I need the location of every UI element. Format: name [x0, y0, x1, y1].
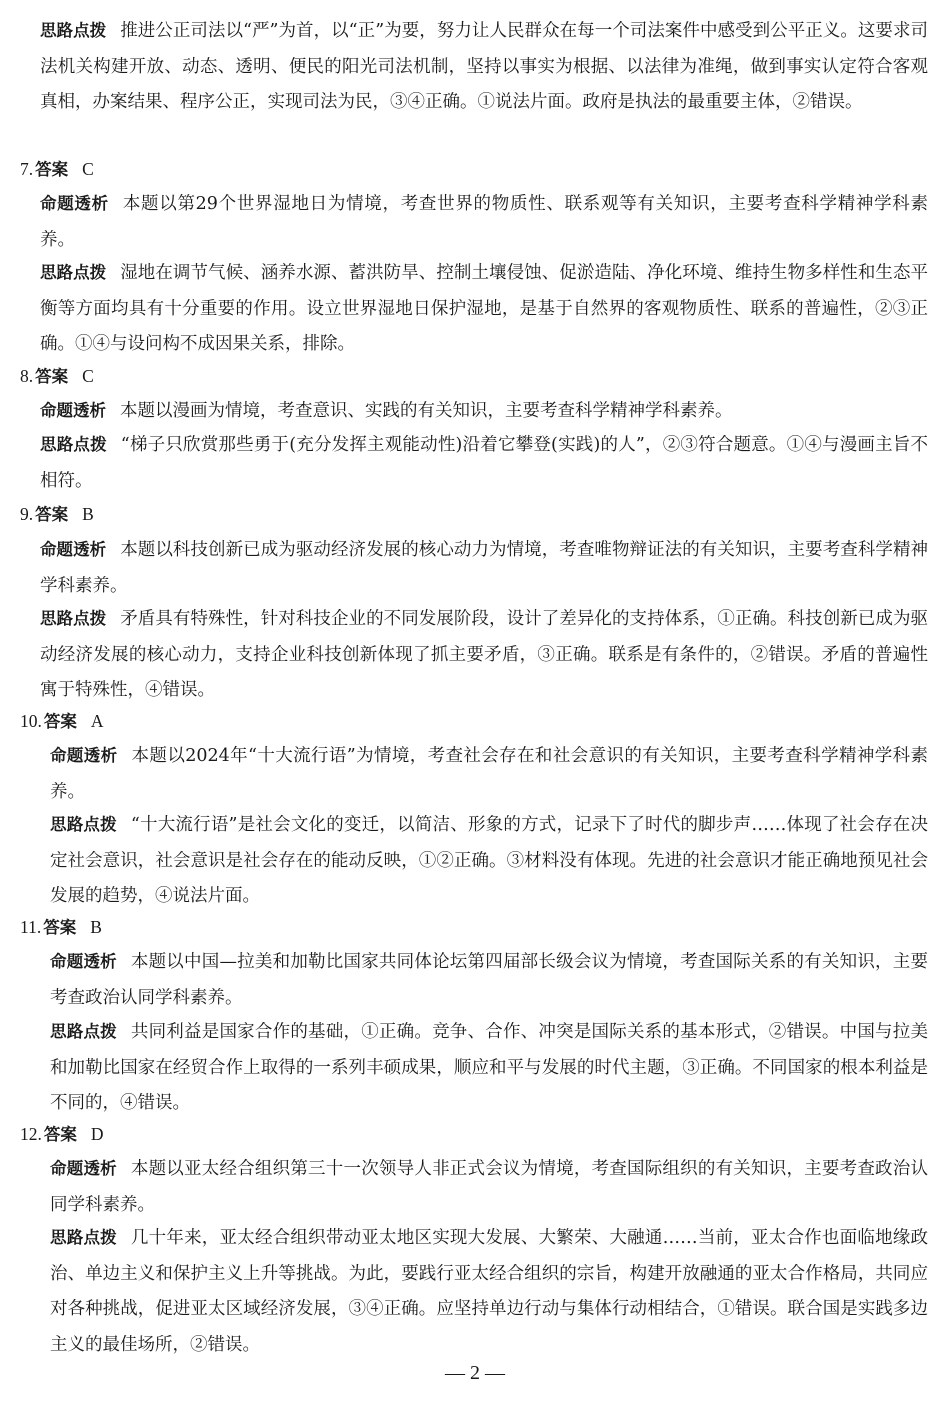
- q10-number: 10.: [20, 711, 42, 731]
- q7-analysis-text: 湿地在调节气候、涵养水源、蓄洪防旱、控制土壤侵蚀、促淤造陆、净化环境、维持生物多样性和生态平衡等方面均具有十分重要的作用。设立世界湿地日保护湿地，是基于自然界的客观物质性、联系的普遍性，②③正确。①④与设问构不成因果关系，排除。: [40, 263, 929, 354]
- q7-intro-paragraph: [40, 186, 928, 258]
- intro-label: 命题透析: [40, 540, 107, 559]
- answer-label: 答案: [43, 1125, 77, 1144]
- intro-label: 命题透析: [40, 401, 106, 420]
- q11-intro-paragraph: [50, 944, 928, 1016]
- q12-analysis-text: 几十年来，亚太经合组织带动亚太地区实现大发展、大繁荣、大融通……当前，亚太合作也面临地缘政治、单边主义和保护主义上升等挑战。为此，要践行亚太经合组织的宗旨，构建开放融通的亚太合作格局，共同应对各种挑战，促进亚太区域经济发展，③④正确。应坚持单边行动与集体行动相结合，①错误。联合国是实践多边主义的最佳场所，②错误。: [50, 1228, 929, 1355]
- analysis-label: 思路点拨: [50, 1022, 117, 1041]
- q9-analysis-paragraph: [40, 601, 928, 709]
- q9-analysis-text: 矛盾具有特殊性，针对科技企业的不同发展阶段，设计了差异化的支持体系，①正确。科技创新已成为驱动经济发展的核心动力，支持企业科技创新体现了抓主要矛盾，③正确。联系是有条件的，②错误。矛盾的普遍性寓于特殊性，④错误。: [40, 609, 929, 700]
- q9-answer-value: B: [82, 504, 94, 524]
- q10-intro-text: 本题以2024年“十大流行语”为情境，考查社会存在和社会意识的有关知识，主要考查科学精神学科素养。: [50, 746, 928, 802]
- q9-answer-line: [20, 499, 94, 530]
- q12-intro-text: 本题以亚太经合组织第三十一次领导人非正式会议为情境，考查国际组织的有关知识，主要考查政治认同学科素养。: [50, 1159, 928, 1215]
- q8-intro-text: 本题以漫画为情境，考查意识、实践的有关知识，主要考查科学精神学科素养。: [120, 401, 733, 421]
- q12-number: 12.: [20, 1124, 42, 1144]
- answer-label: 答案: [35, 505, 69, 524]
- q12-answer-value: D: [90, 1124, 104, 1144]
- q8-intro-paragraph: [40, 393, 928, 430]
- q7-number: 7.: [20, 159, 34, 179]
- q12-answer-line: [20, 1119, 104, 1150]
- q11-intro-text: 本题以中国—拉美和加勒比国家共同体论坛第四届部长级会议为情境，考查国际关系的有关知识，主要考查政治认同学科素养。: [50, 952, 928, 1008]
- q6-analysis-text: 推进公正司法以“严”为首，以“正”为要，努力让人民群众在每一个司法案件中感受到公平正义。这要求司法机关构建开放、动态、透明、便民的阳光司法机制，坚持以事实为根据、以法律为准绳，做到事实认定符合客观真相，办案结果、程序公正，实现司法为民，③④正确。①说法片面。政府是执法的最重要主体，②错误。: [40, 21, 929, 112]
- analysis-label: 思路点拨: [40, 435, 107, 454]
- q8-analysis-text: “梯子只欣赏那些勇于(充分发挥主观能动性)沿着它攀登(实践)的人”，②③符合题意。①④与漫画主旨不相符。: [40, 435, 929, 491]
- q9-intro-text: 本题以科技创新已成为驱动经济发展的核心动力为情境，考查唯物辩证法的有关知识，主要考查科学精神学科素养。: [40, 540, 929, 596]
- intro-label: 命题透析: [50, 746, 118, 765]
- answer-label: 答案: [43, 918, 77, 937]
- q11-number: 11.: [20, 917, 42, 937]
- q7-answer-line: [20, 154, 94, 185]
- q6-analysis-paragraph: [40, 13, 928, 121]
- q10-answer-line: [20, 706, 104, 737]
- analysis-label: 思路点拨: [40, 609, 107, 628]
- q12-intro-paragraph: [50, 1151, 928, 1223]
- q7-answer-value: C: [82, 159, 94, 179]
- answer-label: 答案: [43, 712, 77, 731]
- intro-label: 命题透析: [50, 952, 117, 971]
- q10-answer-value: A: [90, 711, 104, 731]
- q8-answer-line: [20, 361, 94, 392]
- page-number: — 2 —: [445, 1362, 505, 1384]
- analysis-label: 思路点拨: [50, 1228, 117, 1247]
- q11-answer-value: B: [90, 917, 102, 937]
- answer-label: 答案: [35, 367, 69, 386]
- analysis-label: 思路点拨: [40, 21, 107, 40]
- q10-analysis-text: “十大流行语”是社会文化的变迁，以简洁、形象的方式，记录下了时代的脚步声……体现了社会存在决定社会意识，社会意识是社会存在的能动反映，①②正确。③材料没有体现。先进的社会意识才能正确地预见社会发展的趋势，④说法片面。: [50, 815, 929, 906]
- intro-label: 命题透析: [40, 194, 109, 213]
- q9-intro-paragraph: [40, 532, 928, 604]
- q12-analysis-paragraph: [50, 1220, 928, 1363]
- answer-label: 答案: [35, 160, 69, 179]
- q10-analysis-paragraph: [50, 807, 928, 915]
- q8-number: 8.: [20, 366, 34, 386]
- analysis-label: 思路点拨: [50, 815, 117, 834]
- q7-analysis-paragraph: [40, 255, 928, 363]
- q10-intro-paragraph: [50, 738, 928, 810]
- q8-answer-value: C: [82, 366, 94, 386]
- q7-intro-text: 本题以第29个世界湿地日为情境，考查世界的物质性、联系观等有关知识，主要考查科学精神学科素养。: [40, 194, 929, 250]
- q11-answer-line: [20, 912, 102, 943]
- q11-analysis-text: 共同利益是国家合作的基础，①正确。竞争、合作、冲突是国际关系的基本形式，②错误。中国与拉美和加勒比国家在经贸合作上取得的一系列丰硕成果，顺应和平与发展的时代主题，③正确。不同国家的根本利益是不同的，④错误。: [50, 1022, 928, 1113]
- q8-analysis-paragraph: [40, 427, 928, 499]
- q11-analysis-paragraph: [50, 1014, 928, 1122]
- analysis-label: 思路点拨: [40, 263, 107, 282]
- q9-number: 9.: [20, 504, 34, 524]
- intro-label: 命题透析: [50, 1159, 117, 1178]
